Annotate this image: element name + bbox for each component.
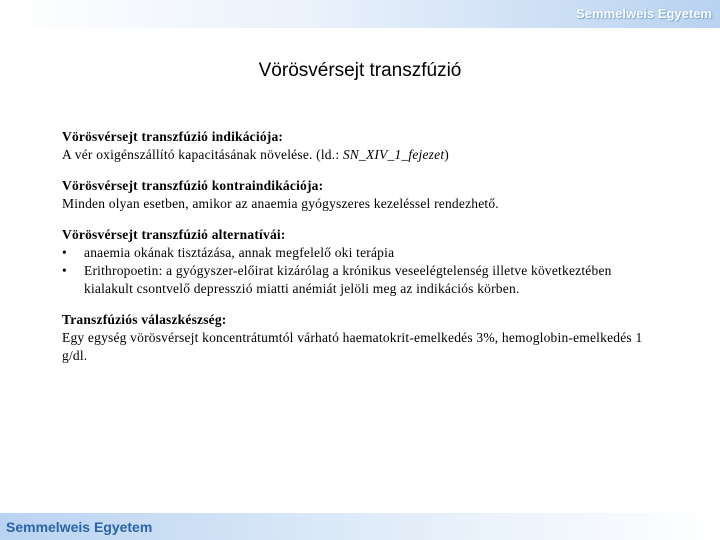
header-brand: Semmelweis Egyetem xyxy=(576,6,712,21)
section-text: Egy egység vörösvérsejt koncentrátumtól várható haematokrit-emelkedés 3%, hemoglobin-emelkedés 1 g/dl. xyxy=(62,330,643,363)
list-item-text: anaemia okának tisztázása, annak megfelelő oki terápia xyxy=(84,245,395,260)
header-bar xyxy=(0,0,720,28)
bullet-icon: • xyxy=(62,263,67,278)
section-text xyxy=(62,146,662,164)
section-heading: Vörösvérsejt transzfúzió indikációja: xyxy=(62,129,284,144)
section-heading: Vörösvérsejt transzfúzió alternatívái: xyxy=(62,227,286,242)
section-text: Minden olyan esetben, amikor az anaemia gyógyszeres kezeléssel rendezhető. xyxy=(62,196,499,211)
bullet-list xyxy=(62,244,662,298)
section-heading: Vörösvérsejt transzfúzió kontraindikációja: xyxy=(62,178,324,193)
section-responsiveness xyxy=(62,311,662,365)
text-suffix: ) xyxy=(444,147,449,162)
text-prefix: A vér oxigénszállító kapacitásának növelése. (ld.: xyxy=(62,147,343,162)
slide-content xyxy=(62,128,662,378)
section-contraindication xyxy=(62,177,662,213)
footer-brand: Semmelweis Egyetem xyxy=(6,519,153,535)
slide-title: Vörösvérsejt transzfúzió xyxy=(258,60,462,81)
chapter-reference: SN_XIV_1_fejezet xyxy=(342,147,445,162)
bullet-icon: • xyxy=(62,245,67,260)
section-alternatives xyxy=(62,226,662,298)
section-heading: Transzfúziós válaszkészség: xyxy=(62,312,227,327)
list-item xyxy=(62,244,662,262)
list-item-text: Erithropoetin: a gyógyszer-előirat kizárólag a krónikus veseelégtelenség illetve következtében kialakult csontvelő depresszió miatti anémiát jelöli meg az indikációs körben. xyxy=(84,263,612,296)
list-item xyxy=(62,262,662,298)
footer-bar xyxy=(0,513,720,540)
section-indication xyxy=(62,128,662,164)
